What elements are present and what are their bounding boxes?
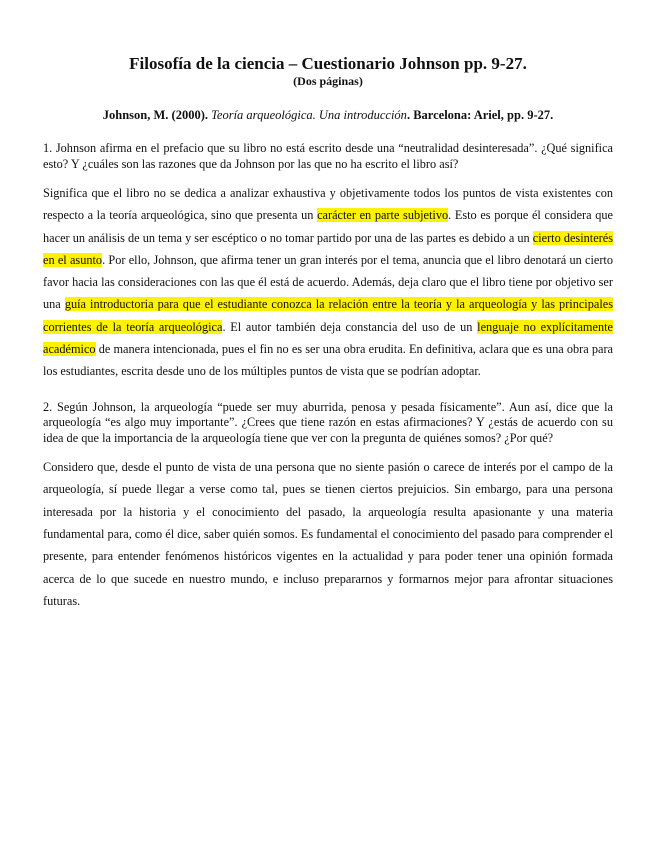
answer-1-text: . Esto es porque él considera que hacer un análisis de un tema y ser escéptico o no tomar partido por una de las partes es debido a un	[43, 208, 613, 245]
bibliographic-reference	[43, 108, 613, 123]
answer-1-highlight: carácter en parte subjetivo	[317, 208, 449, 223]
question-1: 1. Johnson afirma en el prefacio que su libro no está escrito desde una “neutralidad desinteresada”. ¿Qué significa esto? Y ¿cuáles son las razones que da Johnson por las que no ha escrito el libro así?	[43, 141, 613, 171]
answer-1-text: . Por ello, Johnson, que afirma tener un gran interés por el tema, anuncia que el libro denotará un cierto favor hacia las consideraciones con las que él está de acuerdo. Además, deja claro que el libro tiene por objetivo ser una	[43, 252, 613, 312]
answer-1-highlight: guía introductoria para que el estudiante conozca la relación entre la teoría y la arqueología y las principales corrientes de la teoría arqueológica	[43, 297, 613, 334]
answer-1-highlight: cierto desinterés en el asunto	[43, 230, 613, 267]
question-2: 2. Según Johnson, la arqueología “puede ser muy aburrida, penosa y pesada físicamente”. Aun así, dice que la arqueología “es algo muy importante”. ¿Crees que tiene razón en estas afirmaciones? Y ¿estás de acuerdo con su idea de que la importancia de la arqueología tiene que ver con la pregunta de quiénes somos? ¿Por qué?	[43, 399, 613, 445]
answer-1-text: Significa que el libro no se dedica a analizar exhaustiva y objetivamente todos los puntos de vista existentes con respecto a la teoría arqueológica, sino que presenta un	[43, 186, 613, 223]
answer-1	[43, 182, 613, 383]
answer-1-text: de manera intencionada, pues el fin no es ser una obra erudita. En definitiva, aclara que es una obra para los estudiantes, escrita desde uno de los múltiples puntos de vista que se podrían adoptar.	[43, 342, 613, 379]
answer-1-text: . El autor también deja constancia del uso de un	[222, 319, 478, 334]
reference-publisher: . Barcelona: Ariel, pp. 9-27.	[406, 108, 554, 122]
reference-book-title: Teoría arqueológica. Una introducción	[211, 108, 407, 122]
reference-author-year: Johnson, M. (2000).	[102, 108, 208, 122]
page-title: Filosofía de la ciencia – Cuestionario Johnson pp. 9-27.	[129, 54, 527, 73]
answer-2: Considero que, desde el punto de vista de una persona que no siente pasión o carece de interés por el campo de la arqueología, sí puede llegar a verse como tal, pues se tienen ciertos prejuicios. Sin embargo, para una persona interesada por la historia y el conocimiento del pasado, la arqueología resulta apasionante y una materia fundamental para, como él dice, saber quién somos. Es fundamental el conocimiento del pasado para comprender el presente, para entender fenómenos históricos vigentes en la actualidad y para poder tener una opinión formada acerca de lo que sucede en nuestro mundo, e incluso prepararnos y formarnos mejor para afrontar situaciones futuras.	[43, 460, 613, 608]
answer-1-highlight: lenguaje no explícitamente académico	[43, 319, 613, 357]
page-subtitle: (Dos páginas)	[293, 74, 363, 88]
